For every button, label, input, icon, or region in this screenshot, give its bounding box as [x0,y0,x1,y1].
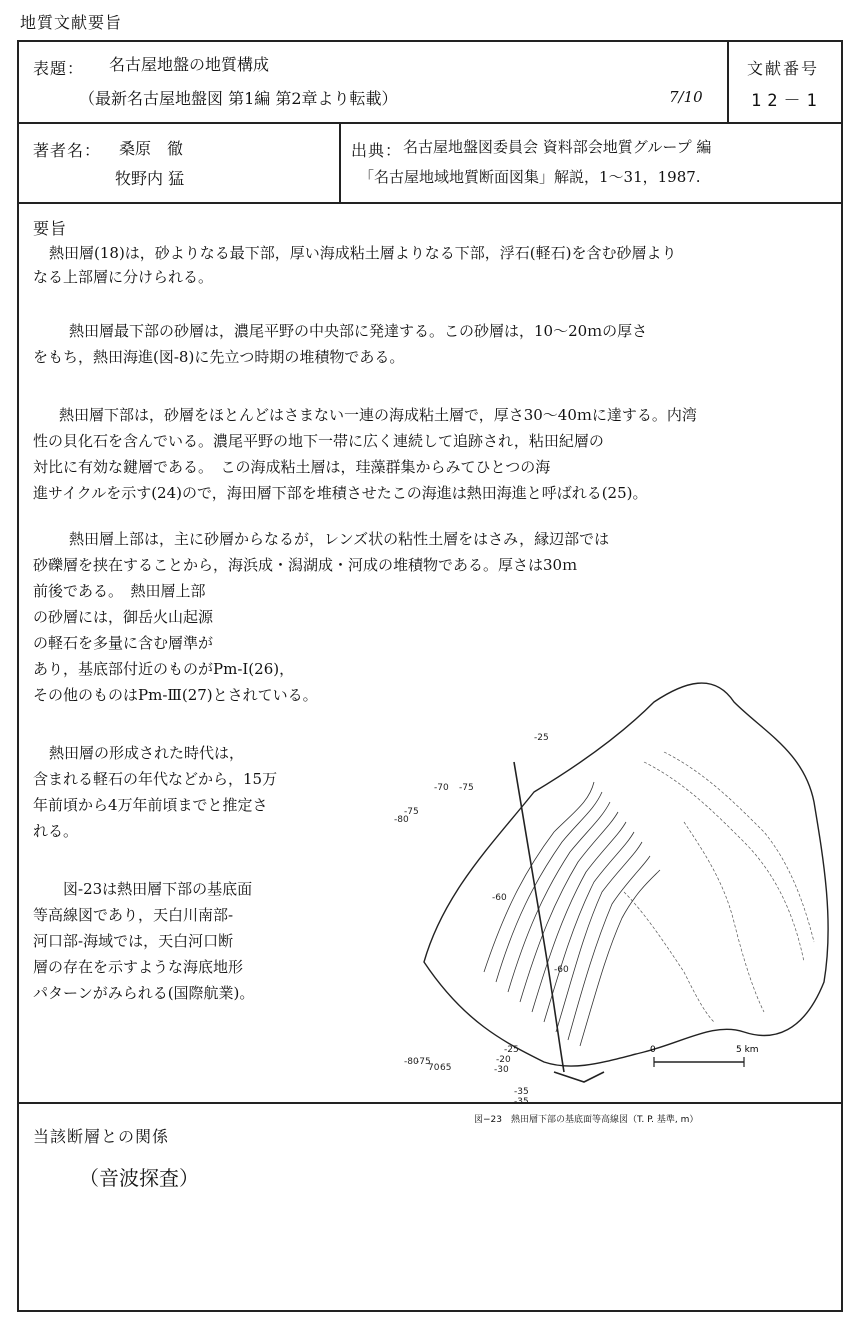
contour-label: -60 [492,893,507,903]
map-coastline [424,683,828,1066]
summary-paragraph-5d: れる。 [33,822,79,840]
contour-label: -30 [494,1065,509,1075]
authors-line-2: 牧野内 猛 [115,169,185,188]
map-scale-bar [650,1045,759,1067]
title-line-2: （最新名古屋地盤図 第1編 第2章より転載） [79,89,398,108]
summary-paragraph-5a: 熱田層の形成された時代は， [49,744,245,762]
title-row [19,42,841,124]
contour-label: -75 [459,783,474,793]
doc-number: 12－1 [751,91,823,111]
contour-labels [394,733,569,1107]
summary-paragraph-4g: その他のものはPm-Ⅲ(27)とされている。 [33,686,318,704]
contour-label: -25 [504,1045,519,1055]
contour-label: -35 [514,1087,529,1097]
map-river-channel [514,762,564,1072]
summary-paragraph-2a: 熱田層最下部の砂層は，濃尾平野の中央部に発達する。この砂層は，10〜20ｍの厚さ [69,322,648,340]
scale-label-5km: 5 km [736,1045,759,1055]
doc-number-cell [727,42,843,122]
summary-label: 要旨 [33,219,68,238]
contour-label: -25 [534,733,549,743]
summary-paragraph-3c: 対比に有効な鍵層である。 この海成粘土層は，珪藻群集からみてひとつの海 [33,458,551,476]
summary-paragraph-3a: 熱田層下部は，砂層をほとんどはさまない一連の海成粘土層で，厚さ30〜40ｍに達する。内湾 [59,406,697,424]
doc-number-label: 文献番号 [747,59,820,78]
summary-paragraph-6a: 図-23は熱田層下部の基底面 [63,880,253,898]
source-label: 出典： [351,141,403,160]
summary-paragraph-4e: の軽石を多量に含む層準が [33,634,214,652]
scale-label-zero: 0 [650,1045,656,1055]
author-label: 著者名： [33,141,102,160]
summary-paragraph-6d: 層の存在を示すような海底地形 [33,958,244,976]
summary-paragraph-4b: 砂礫層を挟在することから，海浜成・潟湖成・河成の堆積物である。厚さは30ｍ [33,556,578,574]
contour-label: -60 [554,965,569,975]
summary-paragraph-4c: 前後である。 熱田層上部 [33,582,206,600]
source-line-2: 「名古屋地域地質断面図集」解説，1〜31，1987. [359,168,701,186]
summary-paragraph-3d: 進サイクルを示す(24)ので，海田層下部を堆積させたこの海進は熱田海進と呼ばれる(25)。 [33,484,648,502]
title-line-1: 名古屋地盤の地質構成 [109,55,270,74]
summary-paragraph-6e: パターンがみられる(国際航業)。 [33,984,255,1002]
page-reference: 7/10 [669,88,703,106]
authors-line-1: 桑原 徹 [119,139,184,158]
summary-paragraph-1a: 熱田層(18)は，砂よりなる最下部，厚い海成粘土層よりなる下部，浮石(軽石)を含む砂層より [49,244,677,262]
document-header: 地質文献要旨 [20,13,123,32]
contour-label: -80 [394,815,409,825]
summary-paragraph-6b: 等高線図であり，天白川南部- [33,906,234,924]
summary-paragraph-4d: の砂層には，御岳火山起源 [33,608,214,626]
summary-paragraph-4a: 熱田層上部は，主に砂層からなるが，レンズ状の粘性土層をはさみ，縁辺部では [69,530,610,548]
relation-section [19,1104,841,1310]
title-label: 表題： [33,59,85,78]
contour-label: -80 [404,1057,419,1067]
author-source-row [19,124,841,204]
source-cell [339,124,843,202]
abstract-form [17,40,843,1312]
source-line-1: 名古屋地盤図委員会 資料部会地質グループ 編 [403,138,712,156]
contour-label: -20 [496,1055,511,1065]
figure-caption: 図−23 熱田層下部の基底面等高線図（T. P. 基準, m） [474,1115,699,1125]
contour-label: -70 [434,783,449,793]
summary-paragraph-5c: 年前頃から4万年前頃までと推定さ [33,796,268,814]
contour-label: -75 [404,807,419,817]
summary-paragraph-2b: をもち，熱田海進(図-8)に先立つ時期の堆積物である。 [33,348,405,366]
summary-paragraph-3b: 性の貝化石を含んでいる。濃尾平野の地下一帯に広く連続して追跡され，粘田紀層の [33,432,604,450]
relation-value: （音波探査） [79,1166,199,1190]
summary-paragraph-4f: あり，基底部付近のものがPm-Ⅰ(26)， [33,660,295,678]
contour-label: -75 [416,1057,431,1067]
contour-map-figure [384,642,844,1122]
summary-paragraph-5b: 含まれる軽石の年代などから，15万 [33,770,278,788]
contour-label: 65 [440,1063,452,1073]
summary-paragraph-6c: 河口部-海域では，天白河口断 [33,932,234,950]
contour-label: 70 [428,1063,440,1073]
summary-paragraph-1b: なる上部層に分けられる。 [33,268,214,286]
relation-label: 当該断層との関係 [33,1127,170,1146]
contour-label: -35 [514,1097,529,1107]
